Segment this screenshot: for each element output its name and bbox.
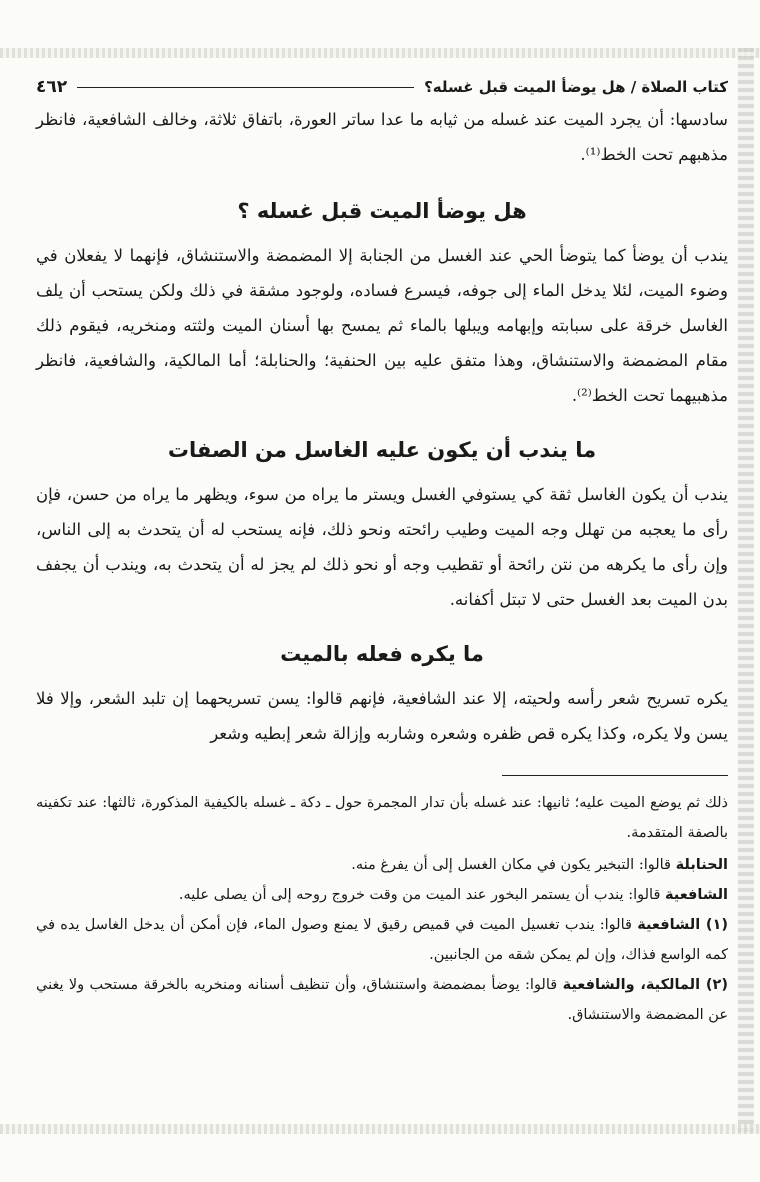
header-rule [77,87,414,88]
footnote-label: الشافعية [664,887,728,903]
paragraph-wudu-before-washing: يندب أن يوضأ كما يتوضأ الحي عند الغسل من الجنابة إلا المضمضة والاستنشاق، فإنهما لا يفعلان في وضوء الميت، لئلا يدخل الماء إلى جوفه، فيسرع فساده، ولوجود مشقة في ذلك ولكن يستحب أن يلف الغاسل خرقة على سبابته وإبهامه ويبلها بالماء ثم يمسح بها أسنان الميت ولثته ومنخريه، فيقوم ذلك مقام المضمضة والاستنشاق، وهذا متفق عليه بين الحنفية؛ والحنابلة؛ أما المالكية، والشافعية، فانظر مذهبيهما تحت الخط⁽²⁾. [36,246,728,405]
paragraph-disliked-acts: يكره تسريح شعر رأسه ولحيته، إلا عند الشافعية، فإنهم قالوا: يسن تسريحهما إن تلبد الشعر، وإلا فلا يسن ولا يكره، وكذا يكره قص ظفره وشعره وشاربه وإزالة شعر إبطيه وشعر [36,689,728,743]
footnote-2 [36,970,728,1030]
footnote-text: قالوا: يندب أن يستمر البخور عند الميت من وقت خروج روحه إلى أن يصلى عليه. [178,887,665,903]
footnote-text: ذلك ثم يوضع الميت عليه؛ ثانيها: عند غسله بأن تدار المجمرة حول ـ دكة ـ غسله بالكيفية المذكورة، ثالثها: عند تكفينه بالصفة المتقدمة. [36,795,728,841]
page-content [36,72,728,1030]
footnote-shafii [36,880,728,910]
decorative-side-border [738,48,754,1134]
footnote-separator [502,775,728,776]
footnote-label: (١) الشافعية [637,917,729,933]
page-number: ٤٦٢ [36,77,68,97]
decorative-top-border [0,48,760,58]
running-header [36,72,728,102]
heading-disliked-acts: ما يكره فعله بالميت [280,642,484,666]
footnote-hanbali [36,850,728,880]
footnote-label: الحنابلة [675,857,728,873]
footnote-text: قالوا: يوضأ بمضمضة واستنشاق، وأن تنظيف أسنانه ومنخريه بالخرقة مستحب ولا يغني عن المضمضة والاستنشاق. [36,977,728,1023]
running-title: كتاب الصلاة / هل يوضأ الميت قبل غسله؟ [424,78,728,96]
paragraph-washer-qualities: يندب أن يكون الغاسل ثقة كي يستوفي الغسل ويستر ما يراه من سوء، ويظهر ما يراه من حسن، فإن رأى ما يعجبه من تهلل وجه الميت وطيب رائحته ونحو ذلك، فإنه يستحب له أن يتحدث به إلى الناس، وإن رأى ما يكرهه من نتن رائحة أو تقطيب وجه أو نحو ذلك لم يجز له أن يتحدث به، ويندب أن يجفف بدن الميت بعد الغسل حتى لا تبتل أكفانه. [36,485,728,609]
heading-washer-qualities: ما يندب أن يكون عليه الغاسل من الصفات [167,438,597,462]
footnote-1 [36,910,728,970]
intro-paragraph: سادسها: أن يجرد الميت عند غسله من ثيابه ما عدا ساتر العورة، باتفاق ثلاثة، وخالف الشافعية، فانظر مذهبهم تحت الخط⁽¹⁾. [36,110,728,164]
heading-wudu-before-washing: هل يوضأ الميت قبل غسله ؟ [237,199,527,223]
footnote-continuation [36,788,728,848]
footnote-text: قالوا: التبخير يكون في مكان الغسل إلى أن يفرغ منه. [351,857,676,873]
footnote-label: (٢) المالكية، والشافعية [562,977,728,993]
decorative-bottom-border [0,1124,760,1134]
footnote-text: قالوا: يندب تغسيل الميت في قميص رقيق لا يمنع وصول الماء، فإن أمكن أن يدخل الغاسل يده في كمه الواسع فذاك، وإن لم يمكن شقه من الجانبين. [36,917,728,963]
